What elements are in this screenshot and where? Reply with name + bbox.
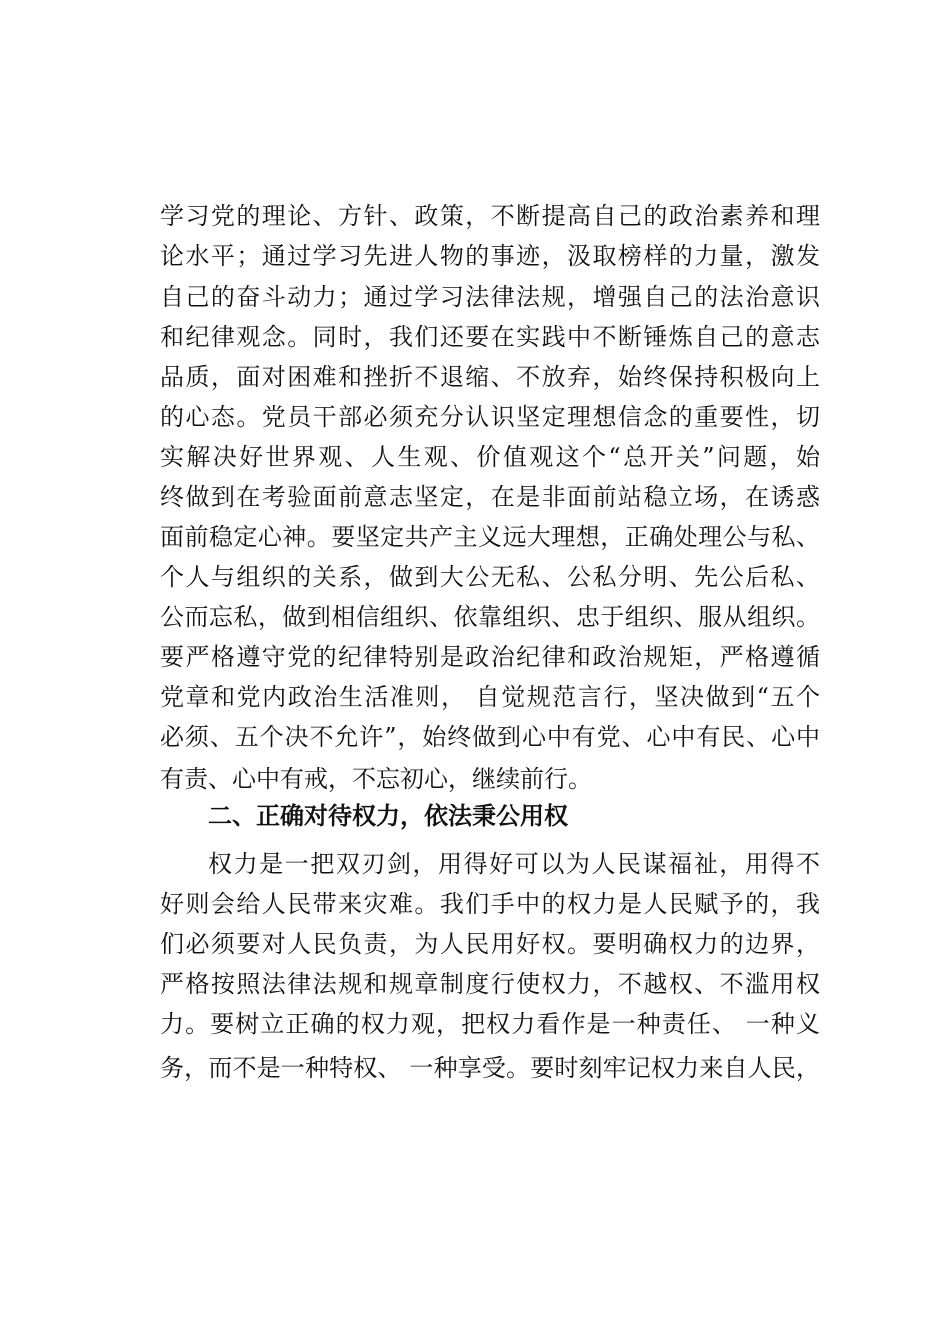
paragraph-1-line-7: 实解决好世界观、人生观、价值观这个“总开关”问题，始 [160,443,820,471]
paragraph-1-line-1: 学习党的理论、方针、政策，不断提高自己的政治素养和理 [160,202,820,230]
paragraph-1-line-14: 必须、五个决不允许”，始终做到心中有党、心中有民、心中 [160,723,820,751]
paragraph-1-line-12: 要严格遵守党的纪律特别是政治纪律和政治规矩，严格遵循 [160,643,820,671]
paragraph-2-line-4: 严格按照法律法规和规章制度行使权力，不越权、不滥用权 [160,970,820,998]
paragraph-1-line-4: 和纪律观念。同时，我们还要在实践中不断锤炼自己的意志 [160,323,820,351]
paragraph-2-line-3: 们必须要对人民负责，为人民用好权。要明确权力的边界， [160,930,820,958]
paragraph-1-line-9: 面前稳定心神。要坚定共产主义远大理想，正确处理公与私、 [160,523,820,551]
paragraph-1-line-13: 党章和党内政治生活准则， 自觉规范言行，坚决做到“五个 [160,683,820,711]
paragraph-1-line-15: 有责、心中有戒，不忘初心，继续前行。 [160,765,592,793]
paragraph-2-line-2: 好则会给人民带来灾难。我们手中的权力是人民赋予的，我 [160,890,820,918]
paragraph-1-line-10: 个人与组织的关系，做到大公无私、公私分明、先公后私、 [160,563,820,591]
paragraph-2-line-5: 力。要树立正确的权力观，把权力看作是一种责任、 一种义 [160,1010,820,1038]
paragraph-1-line-3: 自己的奋斗动力；通过学习法律法规，增强自己的法治意识 [160,283,820,311]
paragraph-1-line-11: 公而忘私，做到相信组织、依靠组织、忠于组织、服从组织。 [160,603,820,631]
paragraph-2-line-1: 权力是一把双刃剑，用得好可以为人民谋福祉，用得不 [208,850,820,878]
paragraph-1-line-2: 论水平；通过学习先进人物的事迹，汲取榜样的力量，激发 [160,242,820,270]
paragraph-1-line-8: 终做到在考验面前意志坚定，在是非面前站稳立场，在诱惑 [160,483,820,511]
section-heading: 二、正确对待权力，依法秉公用权 [208,802,568,830]
paragraph-2-line-6: 务，而不是一种特权、 一种享受。要时刻牢记权力来自人民， [160,1054,820,1082]
paragraph-1-line-6: 的心态。党员干部必须充分认识坚定理想信念的重要性，切 [160,403,820,431]
paragraph-1-line-5: 品质，面对困难和挫折不退缩、不放弃，始终保持积极向上 [160,363,820,391]
